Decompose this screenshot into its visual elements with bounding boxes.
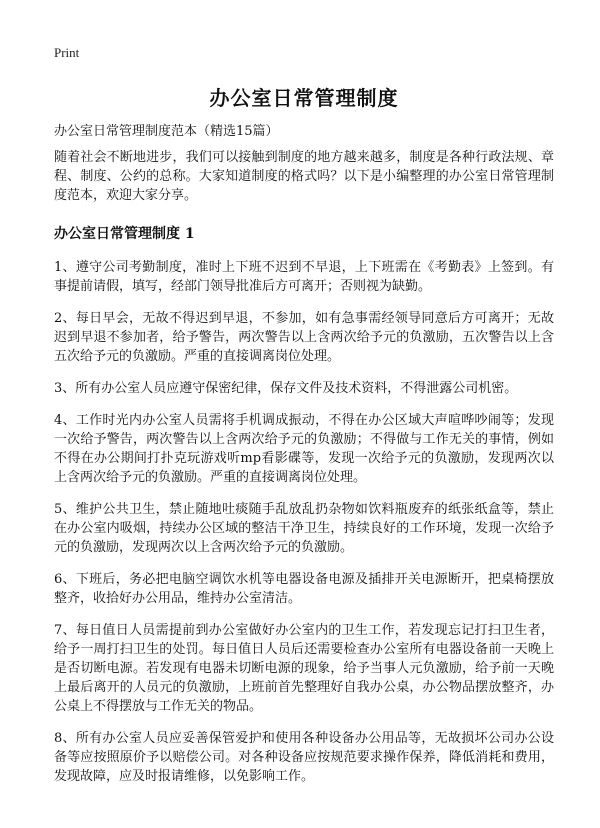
section-heading: 办公室日常管理制度 1 — [54, 226, 195, 242]
rule-item-1: 1、遵守公司考勤制度，准时上下班不迟到不早退，上下班需在《考勤表》上签到。有事提前请假，填写，经部门领导批准后方可离开；否则视为缺勤。 — [54, 260, 554, 294]
document-subtitle: 办公室日常管理制度范本（精选15篇） — [54, 124, 279, 139]
rule-item-8: 8、所有办公室人员应妥善保管爱护和使用各种设备办公用品等，无故损坏公司办公设备等应按照原价予以赔偿公司。对各种设备应按规范要求操作保养，降低消耗和费用，发现故障，应及时报请维修，以免影响工作。 — [54, 731, 554, 784]
document-title: 办公室日常管理制度 — [209, 86, 399, 110]
intro-paragraph: 随着社会不断地进步，我们可以接触到制度的地方越来越多，制度是各种行政法规、章程、制度、公约的总称。大家知道制度的格式吗？以下是小编整理的办公室日常管理制度范本，欢迎大家分享。 — [54, 150, 554, 203]
print-link[interactable]: Print — [54, 45, 80, 60]
rule-item-5: 5、维护公共卫生，禁止随地吐痰随手乱放乱扔杂物如饮料瓶废弃的纸张纸盒等，禁止在办公室内吸烟，持续办公区域的整洁干净卫生，持续良好的工作环境，发现一次给予元的负激励，发现两次以上含两次给予元的负激励。 — [54, 502, 554, 555]
rule-item-7: 7、每日值日人员需提前到办公室做好办公室内的卫生工作，若发现忘记打扫卫生者，给予一周打扫卫生的处罚。每日值日人员后还需要检查办公室所有电器设备前一天晚上是否切断电源。若发现有电器未切断电源的现象，给予当事人元负激励，给予前一天晚上最后离开的人员元的负激励，上班前首先整理好自我办公桌，办公物品摆放整齐，办公桌上不得摆放与工作无关的物品。 — [54, 623, 554, 714]
rule-item-6: 6、下班后，务必把电脑空调饮水机等电器设备电源及插排开关电源断开，把桌椅摆放整齐，收拾好办公用品，维持办公室清洁。 — [54, 572, 554, 606]
rule-item-4: 4、工作时光内办公室人员需将手机调成振动，不得在办公区域大声喧哗吵闹等；发现一次给予警告，两次警告以上含两次给予元的负激励；不得做与工作无关的事情，例如不得在办公期间打扑克玩游戏听mp看影碟等，发现一次给予元的负激励，发现两次以上含两次给予元的负激励。严重的直接调离岗位处理。 — [54, 413, 554, 485]
rule-item-3: 3、所有办公室人员应遵守保密纪律，保存文件及技术资料，不得泄露公司机密。 — [54, 381, 518, 396]
document-body — [54, 148, 554, 799]
rule-item-2: 2、每日早会，无故不得迟到早退，不参加，如有急事需经领导同意后方可离开；无故迟到早退不参加者，给予警告，两次警告以上含两次给予元的负激励，五次警告以上含五次给予元的负激励。严重的直接调离岗位处理。 — [54, 311, 554, 364]
